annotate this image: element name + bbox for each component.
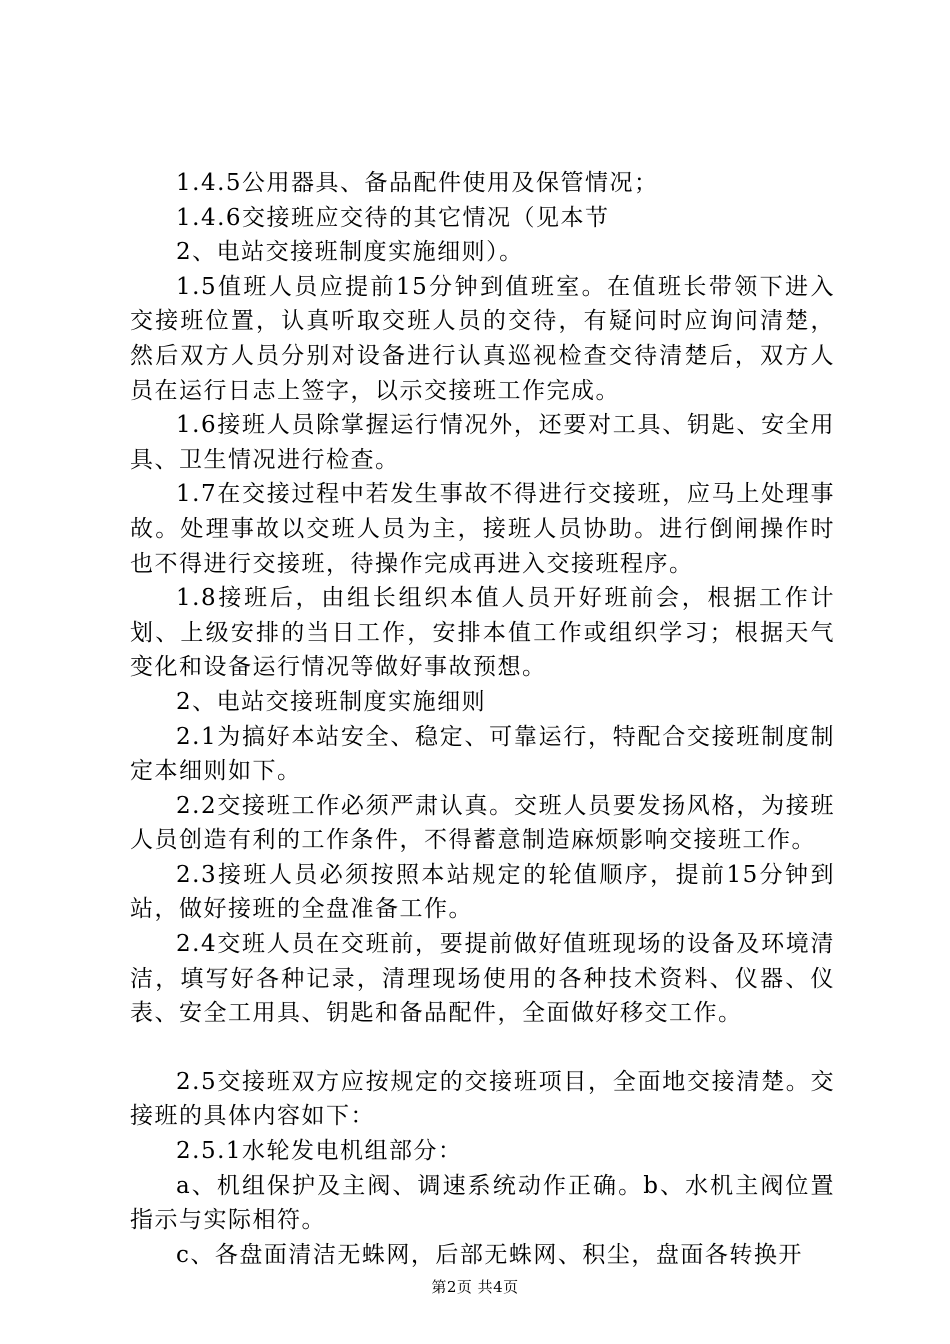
paragraph-1-4-5: 1.4.5公用器具、备品配件使用及保管情况；	[176, 170, 659, 196]
paragraph-1-4-6: 1.4.6交接班应交待的其它情况（见本节	[176, 204, 610, 231]
paragraph-2-1: 2.1为搞好本站安全、稳定、可靠运行，特配合交接班制度制定本细则如下。	[130, 723, 835, 785]
section-heading-2: 2、电站交接班制度实施细则	[176, 688, 487, 715]
paragraph-item-a-b: a、机组保护及主阀、调速系统动作正确。b、水机主阀位置指示与实际相符。	[130, 1172, 835, 1234]
document-body	[130, 166, 835, 1272]
paragraph-item-c: c、各盘面清洁无蛛网，后部无蛛网、积尘，盘面各转换开	[176, 1241, 803, 1268]
paragraph-2-3: 2.3接班人员必须按照本站规定的轮值顺序，提前15分钟到站，做好接班的全盘准备工作。	[130, 861, 835, 923]
page-number-footer: 第2页 共4页	[431, 1278, 519, 1296]
paragraph-1-7: 1.7在交接过程中若发生事故不得进行交接班，应马上处理事故。处理事故以交班人员为主，接班人员协助。进行倒闸操作时也不得进行交接班，待操作完成再进入交接班程序。	[130, 481, 835, 577]
paragraph-1-8: 1.8接班后，由组长组织本值人员开好班前会，根据工作计划、上级安排的当日工作，安排本值工作或组织学习；根据天气变化和设备运行情况等做好事故预想。	[130, 585, 835, 681]
paragraph-1-6: 1.6接班人员除掌握运行情况外，还要对工具、钥匙、安全用具、卫生情况进行检查。	[130, 412, 835, 473]
paragraph-1-4-6-continued: 2、电站交接班制度实施细则）。	[176, 239, 524, 266]
paragraph-1-5: 1.5值班人员应提前15分钟到值班室。在值班长带领下进入交接班位置，认真听取交班人员的交待，有疑问时应询问清楚，然后双方人员分别对设备进行认真巡视检查交待清楚后，双方人员在运行日志上签字，以示交接班工作完成。	[130, 273, 835, 404]
paragraph-2-5: 2.5交接班双方应按规定的交接班项目，全面地交接清楚。交接班的具体内容如下：	[130, 1068, 835, 1130]
paragraph-2-2: 2.2交接班工作必须严肃认真。交班人员要发扬风格，为接班人员创造有利的工作条件，不得蓄意制造麻烦影响交接班工作。	[130, 792, 835, 854]
paragraph-2-4: 2.4交班人员在交班前，要提前做好值班现场的设备及环境清洁，填写好各种记录，清理现场使用的各种技术资料、仪器、仪表、安全工用具、钥匙和备品配件，全面做好移交工作。	[130, 931, 835, 1027]
paragraph-2-5-1: 2.5.1水轮发电机组部分：	[176, 1138, 463, 1165]
